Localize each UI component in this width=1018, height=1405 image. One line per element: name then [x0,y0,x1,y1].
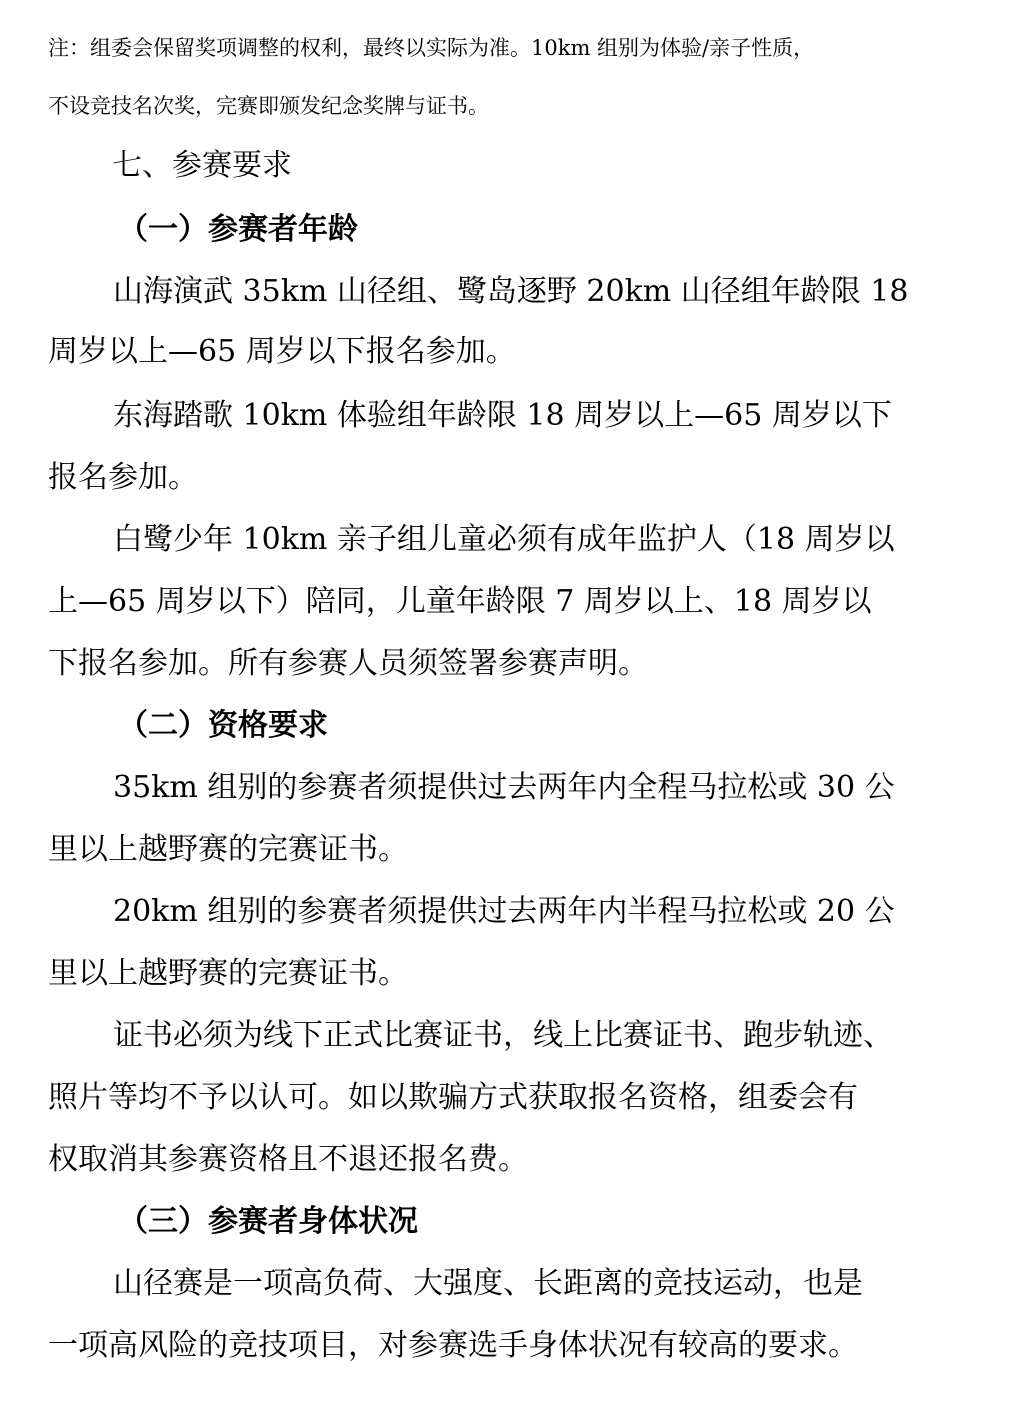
paragraph-line: 证书必须为线下正式比赛证书，线上比赛证书、跑步轨迹、 [113,1018,893,1053]
paragraph-line: 一项高风险的竞技项目，对参赛选手身体状况有较高的要求。 [48,1328,858,1363]
paragraph-line: 下报名参加。所有参赛人员须签署参赛声明。 [48,646,648,681]
paragraph-line: 35km 组别的参赛者须提供过去两年内全程马拉松或 30 公 [113,770,895,805]
paragraph-line: 白鹭少年 10km 亲子组儿童必须有成年监护人（18 周岁以 [113,522,895,557]
paragraph-line: 山海演武 35km 山径组、鹭岛逐野 20km 山径组年龄限 18 [113,274,909,309]
section-heading: 七、参赛要求 [112,148,292,183]
paragraph-line: 里以上越野赛的完赛证书。 [48,956,408,991]
subsection-heading-eligibility: （二）资格要求 [118,708,328,743]
paragraph-line: 上—65 周岁以下）陪同，儿童年龄限 7 周岁以上、18 周岁以 [48,584,872,619]
note-line-2: 不设竞技名次奖，完赛即颁发纪念奖牌与证书。 [48,94,489,118]
paragraph-line: 周岁以上—65 周岁以下报名参加。 [48,334,516,369]
paragraph-line: 东海踏歌 10km 体验组年龄限 18 周岁以上—65 周岁以下 [113,398,892,433]
paragraph-line: 报名参加。 [48,460,198,495]
note-line-1: 注：组委会保留奖项调整的权利，最终以实际为准。10km 组别为体验/亲子性质， [48,36,815,60]
subsection-heading-age: （一）参赛者年龄 [118,212,358,247]
paragraph-line: 20km 组别的参赛者须提供过去两年内半程马拉松或 20 公 [113,894,895,929]
paragraph-line: 照片等均不予以认可。如以欺骗方式获取报名资格，组委会有 [48,1080,858,1115]
paragraph-line: 山径赛是一项高负荷、大强度、长距离的竞技运动，也是 [113,1266,863,1301]
paragraph-line: 权取消其参赛资格且不退还报名费。 [48,1142,528,1177]
paragraph-line: 里以上越野赛的完赛证书。 [48,832,408,867]
subsection-heading-physical: （三）参赛者身体状况 [118,1204,418,1239]
